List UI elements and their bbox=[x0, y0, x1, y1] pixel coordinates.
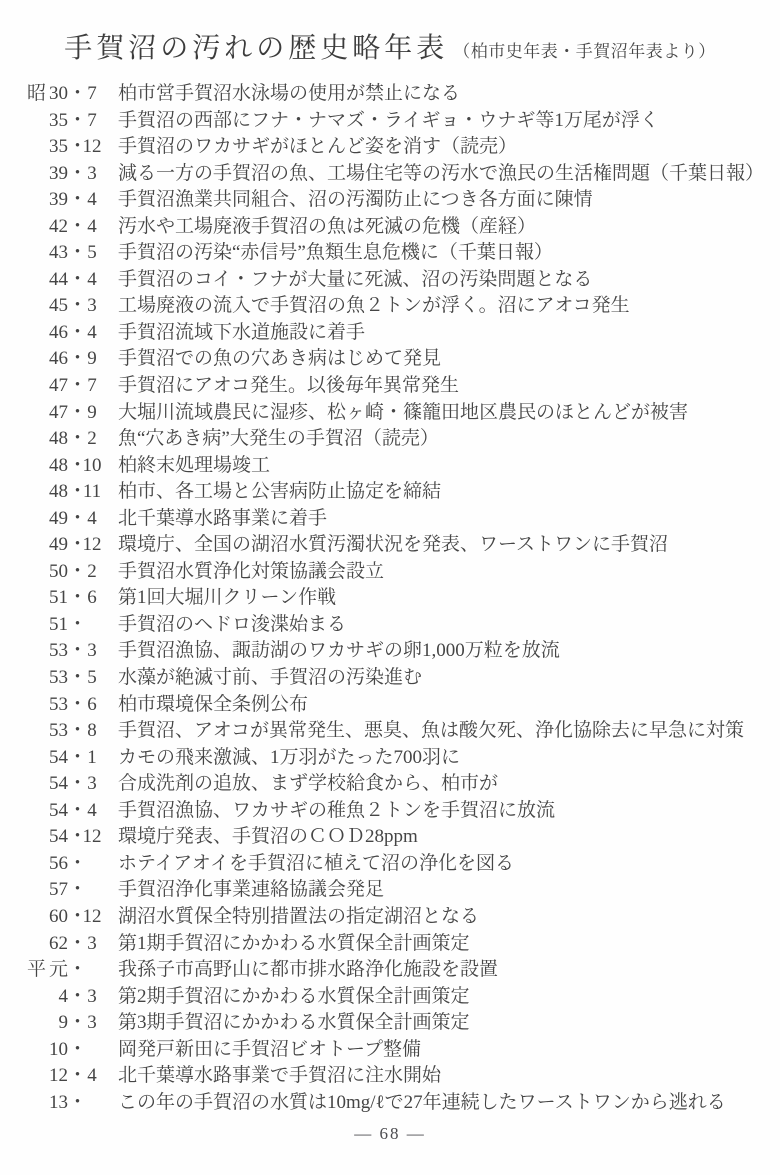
entry-text: この年の手賀沼の水質は10mg/ℓで27年連続したワーストワンから逃れる bbox=[118, 1091, 726, 1113]
timeline-entry bbox=[0, 479, 780, 506]
entry-date-separator: ・ bbox=[68, 507, 88, 529]
entry-text: ホテイアオイを手賀沼に植えて沼の浄化を図る bbox=[118, 852, 514, 874]
entry-date-separator: ・ bbox=[68, 1012, 88, 1034]
entry-month: 4 bbox=[87, 189, 97, 211]
timeline-entry bbox=[0, 718, 780, 745]
entry-era bbox=[0, 851, 46, 878]
timeline-entry bbox=[0, 1063, 780, 1090]
timeline-entry bbox=[0, 798, 780, 825]
entry-era bbox=[0, 453, 46, 480]
timeline-entry bbox=[0, 400, 780, 427]
entry-date-separator: ・ bbox=[68, 852, 88, 874]
entry-year: 13 bbox=[49, 1091, 68, 1113]
entry-month: 4 bbox=[87, 215, 97, 237]
entry-year: 56 bbox=[49, 852, 68, 874]
timeline-entry bbox=[0, 771, 780, 798]
entry-date-separator: ・ bbox=[68, 189, 88, 211]
entry-year: 46 bbox=[49, 348, 68, 370]
entry-year: 49 bbox=[49, 534, 68, 556]
entry-month: 8 bbox=[87, 720, 97, 742]
entry-month: 12 bbox=[82, 826, 102, 848]
entry-text: 合成洗剤の追放、まず学校給食から、柏市が bbox=[118, 773, 499, 795]
timeline-entry bbox=[0, 984, 780, 1011]
entry-date-separator: ・ bbox=[68, 348, 88, 370]
timeline-entry bbox=[0, 638, 780, 665]
entry-year: 35 bbox=[49, 136, 68, 158]
entry-era bbox=[0, 824, 46, 851]
entry-year: 57 bbox=[49, 879, 68, 901]
entry-year: 49 bbox=[49, 507, 68, 529]
entry-month: 3 bbox=[87, 1012, 97, 1034]
entry-date-separator: ・ bbox=[68, 401, 88, 423]
entry-date-separator: ・ bbox=[68, 1065, 88, 1087]
timeline-entry bbox=[0, 267, 780, 294]
entry-era bbox=[0, 161, 46, 188]
entry-text: 柏市営手賀沼水泳場の使用が禁止になる bbox=[118, 83, 461, 104]
timeline-entry bbox=[0, 957, 780, 984]
entry-text: 北千葉導水路事業に着手 bbox=[118, 507, 328, 529]
entry-date-separator: ・ bbox=[68, 905, 88, 927]
entry-era bbox=[0, 1090, 46, 1117]
entry-date-separator: ・ bbox=[68, 295, 88, 317]
entry-date-separator: ・ bbox=[68, 481, 88, 503]
entry-era bbox=[0, 798, 46, 825]
timeline-entry bbox=[0, 240, 780, 267]
entry-month: 9 bbox=[87, 401, 97, 423]
entry-date-separator: ・ bbox=[68, 428, 88, 450]
entry-year: 48 bbox=[49, 454, 68, 476]
entry-month: 4 bbox=[87, 321, 97, 343]
page-number: — 68 — bbox=[354, 1124, 426, 1143]
timeline-entry bbox=[0, 426, 780, 453]
page-title-text: 手賀沼の汚れの歴史略年表 bbox=[64, 33, 449, 64]
entry-date-separator: ・ bbox=[68, 932, 88, 954]
entry-era bbox=[0, 134, 46, 161]
entry-text: 手賀沼漁協、ワカサギの稚魚２トンを手賀沼に放流 bbox=[118, 799, 556, 821]
entry-year: 47 bbox=[49, 375, 68, 397]
entry-month: 5 bbox=[87, 242, 97, 264]
entry-era bbox=[0, 479, 46, 506]
entry-text: 水藻が絶滅寸前、手賀沼の汚染進む bbox=[118, 667, 423, 689]
title-source-note: （柏市史年表・手賀沼年表より） bbox=[453, 42, 716, 61]
entry-text: 手賀沼流域下水道施設に着手 bbox=[118, 321, 366, 343]
entry-era bbox=[0, 532, 46, 559]
entry-month bbox=[80, 851, 104, 878]
entry-month: 3 bbox=[87, 773, 97, 795]
entry-era bbox=[0, 108, 46, 135]
timeline-entry bbox=[0, 134, 780, 161]
entry-year: 45 bbox=[49, 295, 68, 317]
entry-text: 環境庁、全国の湖沼水質汚濁状況を発表、ワーストワンに手賀沼 bbox=[118, 534, 669, 556]
entry-year: 35 bbox=[49, 109, 68, 131]
entry-month: 2 bbox=[87, 560, 97, 582]
timeline-entry bbox=[0, 1037, 780, 1064]
entry-date-separator: ・ bbox=[68, 693, 88, 715]
timeline-entry bbox=[0, 904, 780, 931]
entry-year: 43 bbox=[49, 242, 68, 264]
timeline-entry bbox=[0, 161, 780, 188]
entry-date-separator: ・ bbox=[68, 640, 88, 662]
entry-month bbox=[80, 877, 104, 904]
entry-era bbox=[0, 373, 46, 400]
entry-year: 12 bbox=[49, 1065, 68, 1087]
entry-text: 環境庁発表、手賀沼のＣＯＤ28ppm bbox=[118, 826, 418, 848]
entry-date-separator: ・ bbox=[68, 1091, 88, 1113]
entry-year: 53 bbox=[49, 693, 68, 715]
timeline-entry bbox=[0, 612, 780, 639]
entry-text: 手賀沼のワカサギがほとんど姿を消す（読売） bbox=[118, 136, 518, 158]
entry-era: 平 bbox=[26, 959, 46, 981]
entry-date-separator: ・ bbox=[68, 83, 88, 104]
entry-text: 柏市、各工場と公害病防止協定を締結 bbox=[118, 481, 442, 503]
entry-era bbox=[0, 506, 46, 533]
timeline bbox=[0, 81, 780, 1116]
entry-year: 4 bbox=[58, 985, 68, 1007]
entry-year: 60 bbox=[49, 905, 68, 927]
entry-year: 51 bbox=[49, 613, 68, 635]
entry-year: 53 bbox=[49, 640, 68, 662]
entry-date-separator: ・ bbox=[68, 959, 88, 981]
entry-month: 12 bbox=[82, 534, 102, 556]
timeline-entry bbox=[0, 293, 780, 320]
entry-year: 44 bbox=[49, 268, 68, 290]
entry-text: 手賀沼の汚染“赤信号”魚類生息危機に（千葉日報） bbox=[118, 242, 553, 264]
timeline-entry bbox=[0, 1090, 780, 1117]
entry-date-separator: ・ bbox=[68, 560, 88, 582]
entry-date-separator: ・ bbox=[68, 799, 88, 821]
entry-era bbox=[0, 426, 46, 453]
timeline-entry bbox=[0, 745, 780, 772]
entry-date-separator: ・ bbox=[68, 321, 88, 343]
entry-text: 手賀沼、アオコが異常発生、悪臭、魚は酸欠死、浄化協除去に早急に対策 bbox=[118, 720, 745, 742]
entry-era bbox=[0, 984, 46, 1011]
entry-text: 手賀沼の西部にフナ・ナマズ・ライギョ・ウナギ等1万尾が浮く bbox=[118, 109, 659, 131]
entry-month: 3 bbox=[87, 295, 97, 317]
entry-text: 湖沼水質保全特別措置法の指定湖沼となる bbox=[118, 905, 480, 927]
entry-month: 10 bbox=[82, 454, 102, 476]
timeline-entry bbox=[0, 453, 780, 480]
entry-year: 54 bbox=[49, 773, 68, 795]
timeline-entry bbox=[0, 81, 780, 108]
entry-text: 手賀沼のコイ・フナが大量に死滅、沼の汚染問題となる bbox=[118, 268, 593, 290]
entry-date-separator: ・ bbox=[68, 826, 88, 848]
entry-year: 48 bbox=[49, 428, 68, 450]
entry-month: 6 bbox=[87, 693, 97, 715]
entry-era bbox=[0, 877, 46, 904]
entry-era bbox=[0, 1010, 46, 1037]
entry-text: 手賀沼にアオコ発生。以後毎年異常発生 bbox=[118, 375, 460, 397]
entry-month: 7 bbox=[87, 375, 97, 397]
entry-month: 3 bbox=[87, 932, 97, 954]
entry-year: 62 bbox=[49, 932, 68, 954]
entry-era bbox=[0, 638, 46, 665]
entry-era bbox=[0, 1037, 46, 1064]
entry-era bbox=[0, 718, 46, 745]
entry-date-separator: ・ bbox=[68, 268, 88, 290]
timeline-entry bbox=[0, 373, 780, 400]
entry-era bbox=[0, 293, 46, 320]
entry-era bbox=[0, 240, 46, 267]
timeline-entry bbox=[0, 1010, 780, 1037]
entry-era bbox=[0, 585, 46, 612]
entry-era bbox=[0, 771, 46, 798]
timeline-entry bbox=[0, 877, 780, 904]
entry-text: 減る一方の手賀沼の魚、工場住宅等の汚水で漁民の生活権問題（千葉日報） bbox=[118, 162, 765, 184]
entry-year: 46 bbox=[49, 321, 68, 343]
entry-month bbox=[80, 957, 104, 984]
timeline-entry bbox=[0, 824, 780, 851]
entry-date-separator: ・ bbox=[68, 746, 88, 768]
entry-month: 5 bbox=[87, 667, 97, 689]
entry-month: 4 bbox=[87, 799, 97, 821]
entry-date-separator: ・ bbox=[68, 454, 88, 476]
entry-month bbox=[80, 1037, 104, 1064]
entry-month: 6 bbox=[87, 587, 97, 609]
entry-month: 1 bbox=[87, 746, 97, 768]
entry-date-separator: ・ bbox=[68, 720, 88, 742]
entry-era bbox=[0, 400, 46, 427]
entry-month: 4 bbox=[87, 1065, 97, 1087]
entry-year: 39 bbox=[49, 189, 68, 211]
entry-month: 12 bbox=[82, 136, 102, 158]
entry-era bbox=[0, 267, 46, 294]
entry-month: 7 bbox=[87, 109, 97, 131]
entry-text: 手賀沼浄化事業連絡協議会発足 bbox=[118, 879, 385, 901]
entry-date-separator: ・ bbox=[68, 613, 88, 635]
entry-text: 我孫子市高野山に都市排水路浄化施設を設置 bbox=[118, 959, 499, 981]
timeline-entry bbox=[0, 665, 780, 692]
entry-text: 魚“穴あき病”大発生の手賀沼（読売） bbox=[118, 428, 439, 450]
entry-date-separator: ・ bbox=[68, 109, 88, 131]
entry-text: 第2期手賀沼にかかわる水質保全計画策定 bbox=[118, 985, 470, 1007]
entry-month: 11 bbox=[82, 481, 102, 503]
entry-era bbox=[0, 692, 46, 719]
entry-year: 10 bbox=[49, 1038, 68, 1060]
timeline-entry bbox=[0, 108, 780, 135]
entry-month: 7 bbox=[87, 83, 97, 104]
entry-year: 53 bbox=[49, 667, 68, 689]
entry-month: 3 bbox=[87, 640, 97, 662]
entry-date-separator: ・ bbox=[68, 375, 88, 397]
entry-month: 2 bbox=[87, 428, 97, 450]
entry-year: 53 bbox=[49, 720, 68, 742]
entry-era bbox=[0, 904, 46, 931]
entry-text: 手賀沼のヘドロ浚渫始まる bbox=[118, 613, 347, 635]
entry-date-separator: ・ bbox=[68, 242, 88, 264]
entry-date-separator: ・ bbox=[68, 587, 88, 609]
entry-era bbox=[0, 612, 46, 639]
entry-era bbox=[0, 187, 46, 214]
entry-text: 第1期手賀沼にかかわる水質保全計画策定 bbox=[118, 932, 470, 954]
entry-month bbox=[80, 1090, 104, 1117]
entry-era bbox=[0, 214, 46, 241]
entry-date-separator: ・ bbox=[68, 534, 88, 556]
entry-year: 50 bbox=[49, 560, 68, 582]
entry-text: カモの飛来激減、1万羽がたった700羽に bbox=[118, 746, 461, 768]
timeline-entry bbox=[0, 532, 780, 559]
entry-text: 工場廃液の流入で手賀沼の魚２トンが浮く。沼にアオコ発生 bbox=[118, 295, 630, 317]
entry-text: 第3期手賀沼にかかわる水質保全計画策定 bbox=[118, 1012, 470, 1034]
entry-text: 手賀沼水質浄化対策協議会設立 bbox=[118, 560, 385, 582]
entry-date-separator: ・ bbox=[68, 1038, 88, 1060]
entry-date-separator: ・ bbox=[68, 985, 88, 1007]
timeline-entry bbox=[0, 931, 780, 958]
timeline-entry bbox=[0, 214, 780, 241]
entry-era bbox=[0, 745, 46, 772]
entry-year: 42 bbox=[49, 215, 68, 237]
timeline-entry bbox=[0, 506, 780, 533]
timeline-entry bbox=[0, 851, 780, 878]
entry-year: 元 bbox=[48, 959, 68, 981]
entry-era bbox=[0, 931, 46, 958]
page-title bbox=[0, 0, 780, 66]
entry-date-separator: ・ bbox=[68, 162, 88, 184]
entry-text: 柏市環境保全条例公布 bbox=[118, 693, 309, 715]
timeline-entry bbox=[0, 692, 780, 719]
entry-month: 3 bbox=[87, 162, 97, 184]
entry-text: 手賀沼での魚の穴あき病はじめて発見 bbox=[118, 348, 442, 370]
entry-era bbox=[0, 1063, 46, 1090]
entry-date-separator: ・ bbox=[68, 667, 88, 689]
entry-year: 54 bbox=[49, 746, 68, 768]
entry-text: 手賀沼漁協、諏訪湖のワカサギの卵1,000万粒を放流 bbox=[118, 640, 560, 662]
entry-era: 昭 bbox=[26, 83, 46, 104]
entry-month: 12 bbox=[82, 905, 102, 927]
entry-text: 手賀沼漁業共同組合、沼の汚濁防止につき各方面に陳情 bbox=[118, 189, 593, 211]
entry-month bbox=[80, 612, 104, 639]
entry-year: 54 bbox=[49, 799, 68, 821]
entry-date-separator: ・ bbox=[68, 136, 88, 158]
timeline-entry bbox=[0, 187, 780, 214]
entry-era bbox=[0, 346, 46, 373]
timeline-entry bbox=[0, 346, 780, 373]
entry-year: 48 bbox=[49, 481, 68, 503]
entry-year: 9 bbox=[58, 1012, 68, 1034]
entry-era bbox=[0, 559, 46, 586]
entry-text: 岡発戸新田に手賀沼ビオトープ整備 bbox=[118, 1038, 422, 1060]
entry-text: 柏終末処理場竣工 bbox=[118, 454, 271, 476]
entry-text: 北千葉導水路事業で手賀沼に注水開始 bbox=[118, 1065, 442, 1087]
entry-month: 4 bbox=[87, 507, 97, 529]
timeline-entry bbox=[0, 320, 780, 347]
timeline-entry bbox=[0, 559, 780, 586]
entry-text: 第1回大堀川クリーン作戦 bbox=[118, 587, 337, 609]
entry-era bbox=[0, 665, 46, 692]
entry-date-separator: ・ bbox=[68, 215, 88, 237]
entry-year: 30 bbox=[49, 83, 68, 104]
entry-year: 51 bbox=[49, 587, 68, 609]
entry-text: 汚水や工場廃液手賀沼の魚は死滅の危機（産経） bbox=[118, 215, 537, 237]
entry-text: 大堀川流域農民に湿疹、松ヶ崎・篠籠田地区農民のほとんどが被害 bbox=[118, 401, 689, 423]
entry-year: 54 bbox=[49, 826, 68, 848]
entry-date-separator: ・ bbox=[68, 879, 88, 901]
entry-month: 9 bbox=[87, 348, 97, 370]
timeline-entry bbox=[0, 585, 780, 612]
entry-year: 39 bbox=[49, 162, 68, 184]
entry-date-separator: ・ bbox=[68, 773, 88, 795]
entry-year: 47 bbox=[49, 401, 68, 423]
entry-era bbox=[0, 320, 46, 347]
entry-month: 4 bbox=[87, 268, 97, 290]
entry-month: 3 bbox=[87, 985, 97, 1007]
